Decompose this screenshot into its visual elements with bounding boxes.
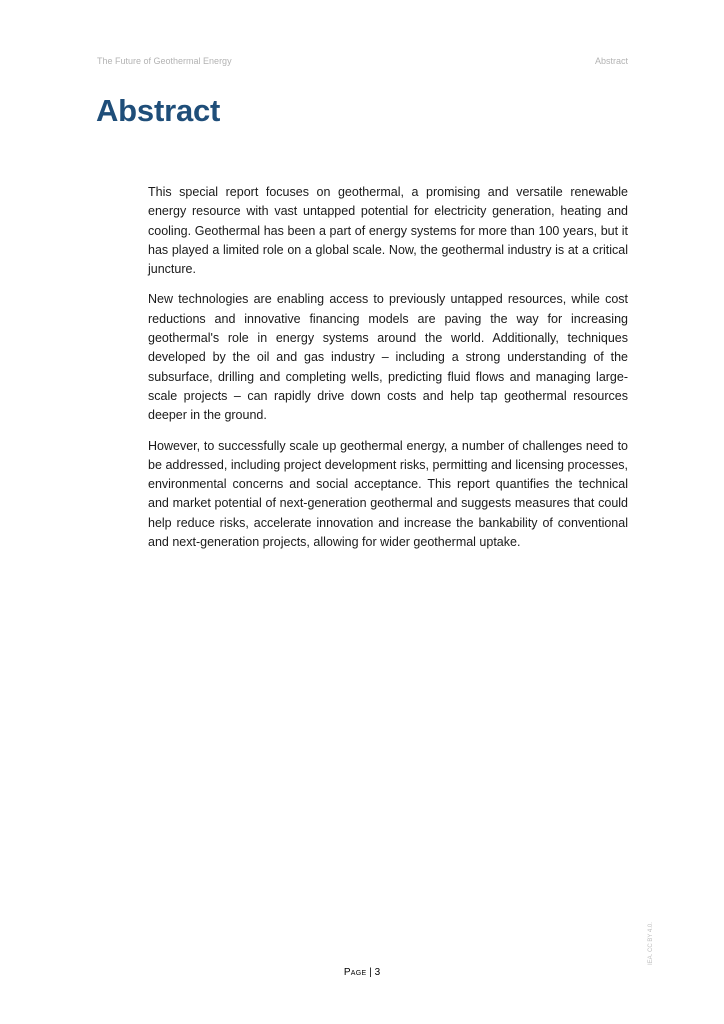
page-separator: | <box>366 967 375 978</box>
paragraph-3: However, to successfully scale up geothermal energy, a number of challenges need to be addressed, including project development risks, permitting and licensing processes, environmental concerns and social acceptance. This report quantifies the technical and market potential of next-generation geothermal and suggests measures that could help reduce risks, accelerate innovation and increase the bankability of conventional and next-generation projects, allowing for wider geothermal uptake. <box>148 438 628 550</box>
page-label: Page <box>343 967 367 978</box>
abstract-body <box>148 183 628 563</box>
document-title: The Future of Geothermal Energy <box>97 56 232 66</box>
license-credit: IEA. CC BY 4.0. <box>648 922 654 965</box>
paragraph-1: This special report focuses on geothermal, a promising and versatile renewable energy resource with vast untapped potential for electricity generation, heating and cooling. Geothermal has been a part of energy systems for more than 100 years, but it has played a limited role on a global scale. Now, the geothermal industry is at a critical juncture. <box>148 185 628 277</box>
page-number: 3 <box>374 967 381 978</box>
running-header <box>97 56 628 70</box>
page-footer <box>0 967 724 978</box>
paragraph-2: New technologies are enabling access to previously untapped resources, while cost reductions and innovative financing models are paving the way for increasing geothermal's role in energy systems around the world. Additionally, techniques developed by the oil and gas industry – including a strong understanding of the subsurface, drilling and completing wells, predicting fluid flows and managing large-scale projects – can rapidly drive down costs and help tap geothermal resources deeper in the ground. <box>148 292 628 423</box>
page-title: Abstract <box>96 93 221 128</box>
section-name: Abstract <box>594 56 628 66</box>
